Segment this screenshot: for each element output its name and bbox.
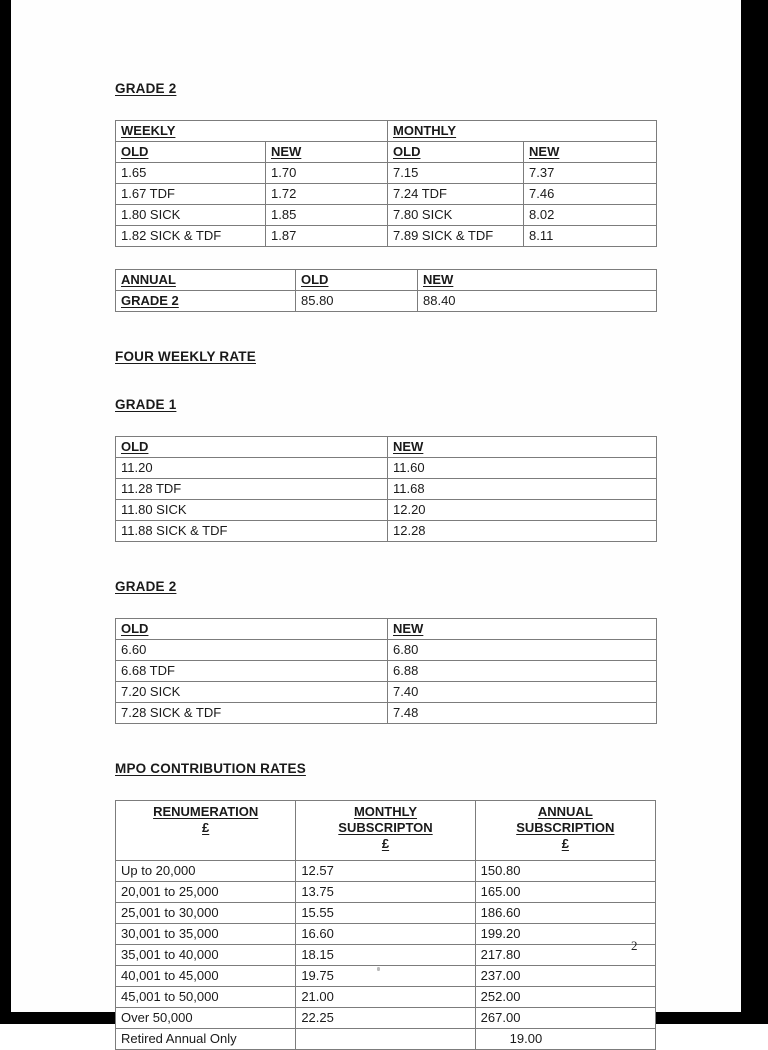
table-row	[116, 945, 656, 966]
cell: 25,001 to 30,000	[116, 903, 296, 924]
cell: 237.00	[475, 966, 655, 987]
document-sheet	[11, 0, 741, 1046]
column-header-monthly-new: NEW	[524, 142, 657, 163]
cell: 1.72	[266, 184, 388, 205]
column-header-old: OLD	[116, 619, 388, 640]
cell: 11.60	[388, 458, 657, 479]
cell: 11.28 TDF	[116, 479, 388, 500]
cell: 22.25	[296, 1008, 475, 1029]
cell: 1.85	[266, 205, 388, 226]
table-row	[116, 903, 656, 924]
cell: Retired Annual Only	[116, 1029, 296, 1050]
cell: 150.80	[475, 861, 655, 882]
header-line-3: £	[561, 836, 569, 851]
spacer	[115, 366, 660, 396]
scan-edge-right	[741, 0, 768, 1024]
cell: Up to 20,000	[116, 861, 296, 882]
cell	[296, 1029, 475, 1050]
cell: 7.40	[388, 682, 657, 703]
group-header-weekly: WEEKLY	[116, 121, 388, 142]
cell: 7.48	[388, 703, 657, 724]
cell: 40,001 to 45,000	[116, 966, 296, 987]
cell: 12.57	[296, 861, 475, 882]
cell-grade-label: GRADE 2	[116, 291, 296, 312]
column-header-new: NEW	[388, 619, 657, 640]
table-row	[116, 226, 657, 247]
section-heading-text: GRADE 2	[115, 579, 177, 594]
cell: 6.68 TDF	[116, 661, 388, 682]
spacer	[115, 98, 660, 120]
scan-edge-left	[0, 0, 11, 1024]
table-row	[116, 703, 657, 724]
table-row-column-header	[116, 619, 657, 640]
cell: 217.80	[475, 945, 655, 966]
spacer	[115, 778, 660, 800]
cell: 7.20 SICK	[116, 682, 388, 703]
table-row	[116, 661, 657, 682]
cell: 186.60	[475, 903, 655, 924]
cell: 7.37	[524, 163, 657, 184]
table-row-column-header	[116, 437, 657, 458]
column-header-new: NEW	[388, 437, 657, 458]
column-header-old: OLD	[116, 437, 388, 458]
cell: 85.80	[296, 291, 418, 312]
cell: 6.60	[116, 640, 388, 661]
spacer	[115, 596, 660, 618]
document-content	[115, 80, 660, 1050]
cell: 88.40	[418, 291, 657, 312]
table-row	[116, 1008, 656, 1029]
section-heading-text: GRADE 2	[115, 81, 177, 96]
header-line-3: £	[381, 836, 390, 851]
cell: 267.00	[475, 1008, 655, 1029]
cell: 11.80 SICK	[116, 500, 388, 521]
section-heading-text: FOUR WEEKLY RATE	[115, 349, 256, 364]
table-row-group-header	[116, 121, 657, 142]
table-row	[116, 184, 657, 205]
table-row	[116, 861, 656, 882]
table-row	[116, 500, 657, 521]
cell: 6.80	[388, 640, 657, 661]
cell: 16.60	[296, 924, 475, 945]
cell: 11.68	[388, 479, 657, 500]
table-row	[116, 1029, 656, 1050]
table-row-column-header	[116, 801, 656, 861]
page-number: 2	[631, 938, 638, 953]
header-line-1: ANNUAL	[537, 804, 593, 819]
cell: 11.20	[116, 458, 388, 479]
cell: 7.28 SICK & TDF	[116, 703, 388, 724]
column-header-annual-subscription	[475, 801, 655, 861]
cell: 20,001 to 25,000	[116, 882, 296, 903]
cell: 7.46	[524, 184, 657, 205]
table-row	[116, 458, 657, 479]
table-row	[116, 163, 657, 184]
column-header-old: OLD	[296, 270, 418, 291]
cell: 12.20	[388, 500, 657, 521]
table-row	[116, 682, 657, 703]
cell: 18.15	[296, 945, 475, 966]
cell: 7.80 SICK	[388, 205, 524, 226]
cell: 1.67 TDF	[116, 184, 266, 205]
header-line-2: SUBSCRIPTON	[338, 820, 433, 835]
column-header-new: NEW	[418, 270, 657, 291]
table-grade2-weekly-monthly	[115, 120, 657, 247]
cell: 1.87	[266, 226, 388, 247]
table-row	[116, 291, 657, 312]
header-line-2: SUBSCRIPTION	[516, 820, 615, 835]
heading-mpo-contribution-rates	[115, 760, 660, 778]
table-row-column-header	[116, 270, 657, 291]
spacer	[115, 312, 660, 348]
cell: 13.75	[296, 882, 475, 903]
header-line-2: £	[202, 820, 210, 835]
cell: 11.88 SICK & TDF	[116, 521, 388, 542]
column-header-weekly-new: NEW	[266, 142, 388, 163]
table-row	[116, 521, 657, 542]
table-row	[116, 966, 656, 987]
cell: 21.00	[296, 987, 475, 1008]
section-heading-text: MPO CONTRIBUTION RATES	[115, 761, 306, 776]
cell: 8.11	[524, 226, 657, 247]
column-header-monthly-subscription	[296, 801, 475, 861]
table-row	[116, 924, 656, 945]
spacer	[115, 247, 660, 269]
cell: 45,001 to 50,000	[116, 987, 296, 1008]
cell: Over 50,000	[116, 1008, 296, 1029]
heading-grade2-weekly	[115, 80, 660, 98]
cell: 19.75	[296, 966, 475, 987]
group-header-monthly: MONTHLY	[388, 121, 657, 142]
cell: 15.55	[296, 903, 475, 924]
spacer	[115, 414, 660, 436]
table-grade2-annual	[115, 269, 657, 312]
cell: 252.00	[475, 987, 655, 1008]
cell: 19.00	[475, 1029, 655, 1050]
section-heading-text: GRADE 1	[115, 397, 177, 412]
cell: 30,001 to 35,000	[116, 924, 296, 945]
cell: 6.88	[388, 661, 657, 682]
cell: 1.80 SICK	[116, 205, 266, 226]
cell: 199.20	[475, 924, 655, 945]
spacer	[115, 542, 660, 578]
table-four-weekly-grade1	[115, 436, 657, 542]
column-header-annual: ANNUAL	[116, 270, 296, 291]
header-line-1: RENUMERATION	[153, 804, 259, 819]
table-row	[116, 479, 657, 500]
table-row	[116, 640, 657, 661]
spacer	[115, 724, 660, 760]
table-row	[116, 205, 657, 226]
table-row-column-header	[116, 142, 657, 163]
cell: 165.00	[475, 882, 655, 903]
heading-four-weekly-grade2	[115, 578, 660, 596]
cell: 1.70	[266, 163, 388, 184]
cell: 1.65	[116, 163, 266, 184]
table-mpo-contribution-rates	[115, 800, 656, 1050]
header-line-1: MONTHLY	[353, 804, 418, 819]
table-row	[116, 987, 656, 1008]
column-header-monthly-old: OLD	[388, 142, 524, 163]
cell: 12.28	[388, 521, 657, 542]
cell: 35,001 to 40,000	[116, 945, 296, 966]
table-row	[116, 882, 656, 903]
column-header-weekly-old: OLD	[116, 142, 266, 163]
cell: 1.82 SICK & TDF	[116, 226, 266, 247]
column-header-renumeration	[116, 801, 296, 861]
cell: 7.89 SICK & TDF	[388, 226, 524, 247]
scan-speck	[377, 967, 380, 971]
heading-four-weekly-grade1	[115, 396, 660, 414]
table-four-weekly-grade2	[115, 618, 657, 724]
heading-four-weekly-rate	[115, 348, 660, 366]
cell: 7.15	[388, 163, 524, 184]
cell: 7.24 TDF	[388, 184, 524, 205]
cell: 8.02	[524, 205, 657, 226]
